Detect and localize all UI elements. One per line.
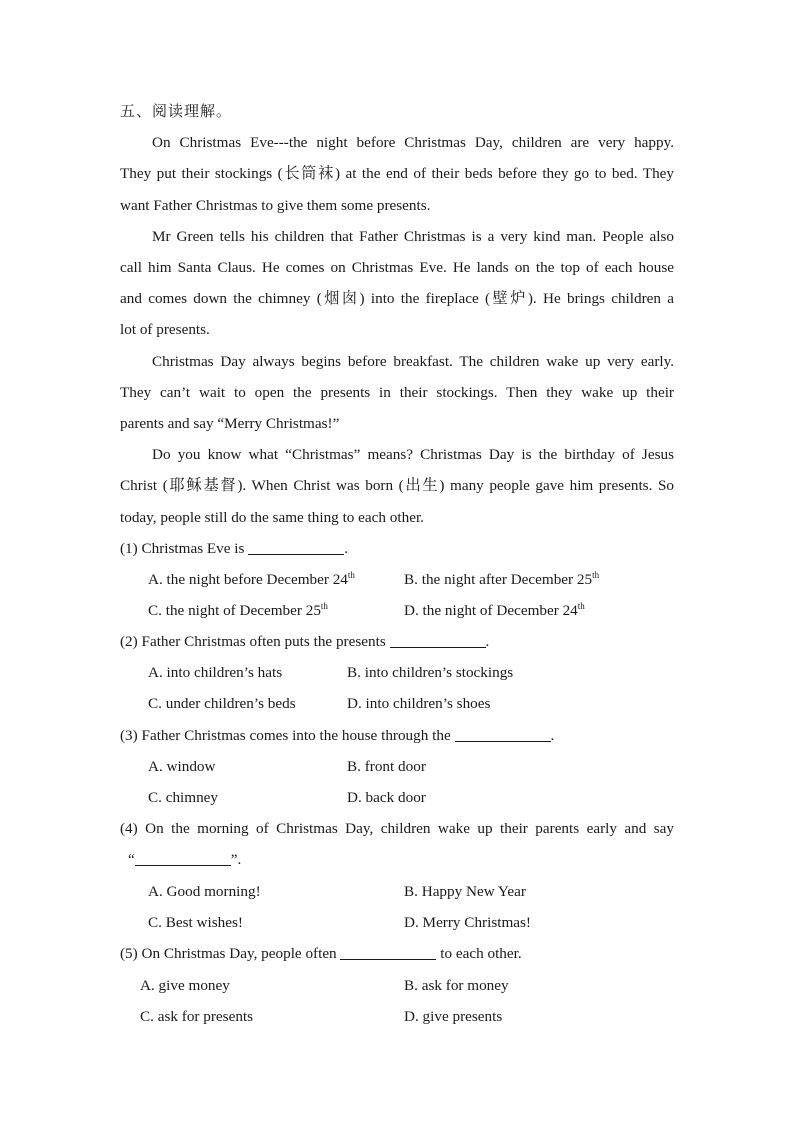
question-1-option-b[interactable]	[404, 570, 599, 590]
option-text: D. the night of December 24	[404, 602, 578, 619]
question-2-option-b[interactable]: B. into children’s stockings	[347, 664, 514, 681]
question-1-stem	[120, 539, 348, 559]
question-4-stem: (4) On the morning of Christmas Day, children wake up their parents early and say	[120, 820, 674, 837]
question-5-option-b[interactable]: B. ask for money	[404, 977, 509, 994]
passage-line: call him Santa Claus. He comes on Christmas Eve. He lands on the top of each house	[120, 259, 674, 276]
passage-line: lot of presents.	[120, 321, 210, 338]
question-1-option-d[interactable]	[404, 601, 585, 621]
passage-line: Christ (耶稣基督). When Christ was born (出生) many people gave him presents. So	[120, 477, 674, 494]
open-quote: “	[128, 851, 135, 868]
question-3-option-d[interactable]: D. back door	[347, 789, 426, 806]
question-1-option-c[interactable]	[148, 601, 328, 621]
question-5-end: to each other.	[436, 945, 522, 962]
passage-line: parents and say “Merry Christmas!”	[120, 415, 340, 432]
close-quote: ”.	[230, 851, 242, 868]
answer-blank[interactable]	[340, 945, 436, 960]
answer-blank[interactable]	[135, 851, 231, 866]
question-2-stem	[120, 632, 489, 652]
question-5-option-d[interactable]: D. give presents	[404, 1008, 503, 1025]
answer-blank[interactable]	[390, 633, 486, 648]
question-3-option-a[interactable]: A. window	[148, 758, 216, 775]
passage-line: They put their stockings (长筒袜) at the end of their beds before they go to bed. They	[120, 165, 674, 182]
ordinal-suffix: th	[347, 570, 355, 580]
ordinal-suffix: th	[577, 601, 585, 611]
question-3-end: .	[550, 727, 555, 744]
question-4-option-d[interactable]: D. Merry Christmas!	[404, 914, 531, 931]
option-text: B. the night after December 25	[404, 571, 593, 588]
question-5-text: (5) On Christmas Day, people often	[120, 945, 341, 962]
question-3-text: (3) Father Christmas comes into the house through the	[120, 727, 455, 744]
passage-line: and comes down the chimney (烟囱) into the fireplace (壁炉). He brings children a	[120, 290, 674, 307]
question-1-text: (1) Christmas Eve is	[120, 540, 249, 557]
question-1-option-a[interactable]	[148, 570, 355, 590]
question-4-option-c[interactable]: C. Best wishes!	[148, 914, 243, 931]
question-4-option-b[interactable]: B. Happy New Year	[404, 883, 526, 900]
passage-line: They can’t wait to open the presents in their stockings. Then they wake up their	[120, 384, 674, 401]
ordinal-suffix: th	[592, 570, 600, 580]
passage-line: today, people still do the same thing to each other.	[120, 509, 424, 526]
ordinal-suffix: th	[320, 601, 328, 611]
question-5-option-a[interactable]: A. give money	[140, 977, 230, 994]
passage-line: Christmas Day always begins before breakfast. The children wake up very early.	[152, 353, 674, 370]
passage-line: want Father Christmas to give them some presents.	[120, 197, 431, 214]
answer-blank[interactable]	[455, 727, 551, 742]
question-4-stem-blank-line	[128, 850, 241, 870]
question-4-option-a[interactable]: A. Good morning!	[148, 883, 261, 900]
passage-line: On Christmas Eve---the night before Christmas Day, children are very happy.	[152, 134, 674, 151]
question-5-option-c[interactable]: C. ask for presents	[140, 1008, 254, 1025]
answer-blank[interactable]	[248, 540, 344, 555]
option-text: C. the night of December 25	[148, 602, 321, 619]
question-3-stem	[120, 726, 554, 746]
question-2-option-a[interactable]: A. into children’s hats	[148, 664, 283, 681]
question-1-end: .	[344, 540, 349, 557]
question-2-text: (2) Father Christmas often puts the presents	[120, 633, 390, 650]
option-text: A. the night before December 24	[148, 571, 348, 588]
passage-line: Mr Green tells his children that Father Christmas is a very kind man. People also	[152, 228, 674, 245]
section-heading: 五、阅读理解。	[120, 104, 233, 120]
passage-line: Do you know what “Christmas” means? Christmas Day is the birthday of Jesus	[152, 446, 674, 463]
question-3-option-c[interactable]: C. chimney	[148, 789, 219, 806]
question-3-option-b[interactable]: B. front door	[347, 758, 426, 775]
question-5-stem	[120, 944, 522, 964]
question-2-end: .	[485, 633, 490, 650]
question-2-option-d[interactable]: D. into children’s shoes	[347, 695, 491, 712]
question-2-option-c[interactable]: C. under children’s beds	[148, 695, 296, 712]
